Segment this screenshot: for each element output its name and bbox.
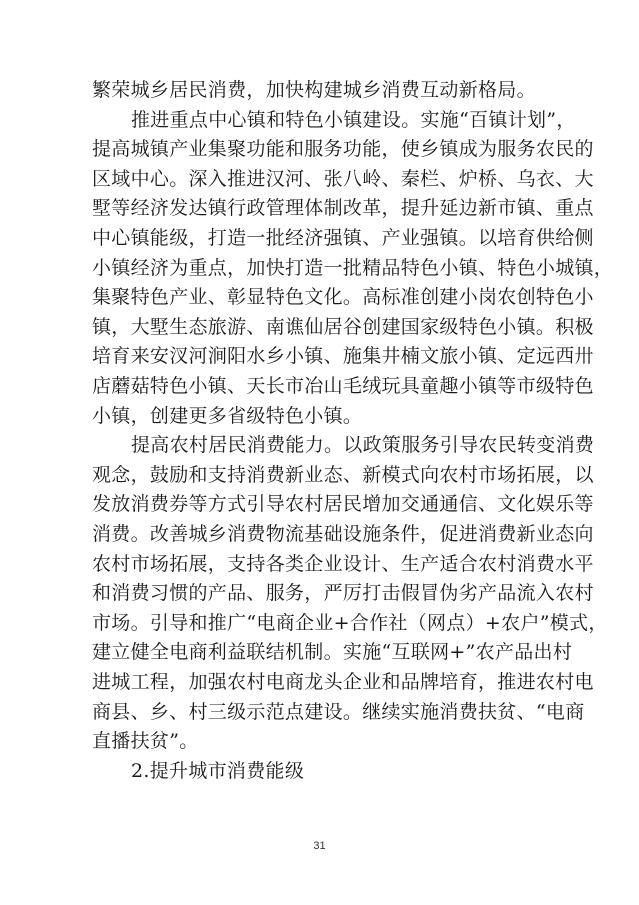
line-text: 区域中心。深入推进汉河、张八岭、秦栏、炉桥、乌衣、大	[92, 167, 594, 190]
line-text: 观念，鼓励和支持消费新业态、新模式向农村市场拓展，以	[92, 463, 594, 486]
line-text: 发放消费券等方式引导农村居民增加交通通信、文化娱乐等	[92, 493, 594, 516]
line-text: 商县、乡、村三级示范点建设。继续实施消费扶贫、“电商	[92, 700, 585, 723]
line-text: 推进重点中心镇和特色小镇建设。实施“百镇计划”，	[131, 108, 576, 131]
line-text: 培育来安汊河涧阳水乡小镇、施集井楠文旅小镇、定远西卅	[92, 345, 594, 368]
line-text: 小镇，创建更多省级特色小镇。	[92, 404, 363, 427]
line-text: 和消费习惯的产品、服务，严厉打击假冒伪劣产品流入农村	[92, 582, 594, 605]
line-text: 镇，大墅生态旅游、南谯仙居谷创建国家级特色小镇。积极	[92, 315, 594, 338]
line-text: 小镇经济为重点，加快打造一批精品特色小镇、特色小城镇，	[92, 256, 614, 279]
paragraph-line	[0, 753, 639, 789]
line-text: 中心镇能级，打造一批经济强镇、产业强镇。以培育供给侧	[92, 227, 594, 249]
line-text: 提高城镇产业集聚功能和服务功能，使乡镇成为服务农民的	[92, 138, 594, 161]
line-text: 繁荣城乡居民消费，加快构建城乡消费互动新格局。	[92, 79, 536, 101]
line-text: 集聚特色产业、彰显特色文化。高标准创建小岗农创特色小	[92, 286, 594, 309]
line-text: 市场。引导和推广“电商企业+合作社（网点）+农户”模式，	[92, 611, 608, 634]
line-text: 进城工程，加强农村电商龙头企业和品牌培育，推进农村电	[92, 671, 594, 693]
line-text: 消费。改善城乡消费物流基础设施条件，促进消费新业态向	[92, 523, 594, 545]
section-heading: 2.提升城市消费能级	[131, 759, 305, 782]
line-text: 店蘑菇特色小镇、天长市冶山毛绒玩具童趣小镇等市级特色	[92, 375, 594, 397]
line-text: 提高农村居民消费能力。以政策服务引导农民转变消费	[131, 434, 595, 457]
line-text: 农村市场拓展，支持各类企业设计、生产适合农村消费水平	[92, 552, 594, 575]
line-text: 直播扶贫”。	[92, 730, 199, 753]
line-text: 墅等经济发达镇行政管理体制改革，提升延边新市镇、重点	[92, 197, 594, 220]
page-number: 31	[313, 840, 326, 852]
line-text: 建立健全电商利益联结机制。实施“互联网+”农产品出村	[92, 641, 573, 664]
